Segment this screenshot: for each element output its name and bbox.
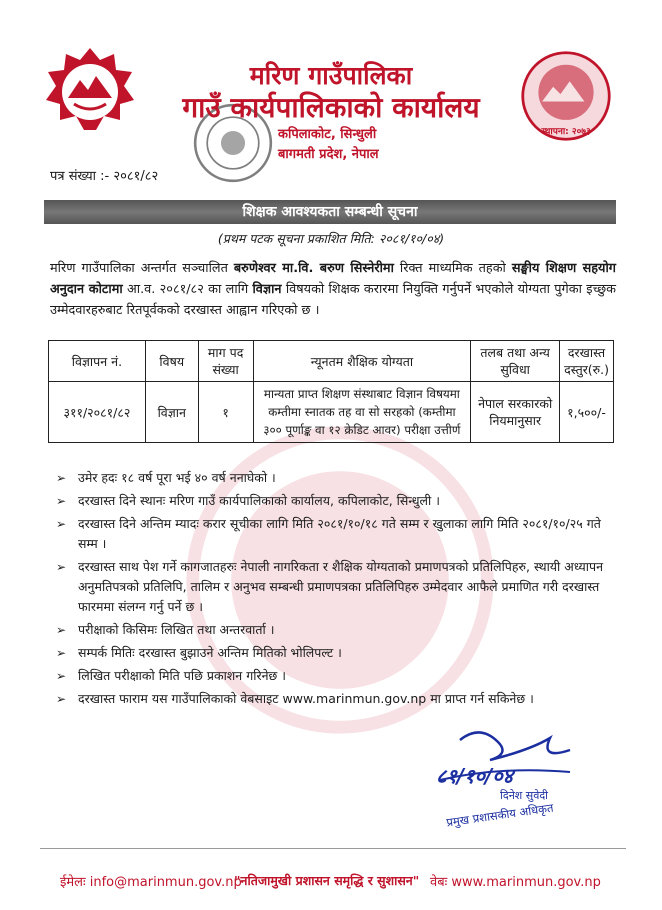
- col-qualification: न्यूनतम शैक्षिक योग्यता: [253, 341, 471, 382]
- office-title: गाउँ कार्यपालिकाको कार्यालय: [182, 91, 480, 124]
- vacancy-table: [48, 340, 614, 443]
- notice-title-banner: [44, 200, 616, 224]
- col-salary: तलब तथा अन्य सुविधा: [471, 341, 560, 382]
- arrow-icon: ➢: [56, 646, 67, 660]
- cell-salary: नेपाल सरकारको नियमानुसार: [471, 382, 560, 443]
- arrow-icon: ➢: [56, 471, 67, 485]
- address-line-2: बागमती प्रदेश, नेपाल: [278, 147, 379, 162]
- table-header-row: [49, 341, 614, 382]
- header-title: मरिण गाउँपालिका: [249, 61, 413, 90]
- intro-subject: विज्ञान: [252, 282, 282, 297]
- list-item-text: दरखास्त दिने स्थानः मरिण गाउँ कार्यपालिकाको कार्यालय, कपिलाकोट, सिन्धुली ।: [78, 493, 440, 508]
- cell-subject: विज्ञान: [145, 382, 198, 443]
- list-item-text: दरखास्त साथ पेश गर्ने कागजातहरुः नेपाली नागरिकता र शैक्षिक योग्यताको प्रमाणपत्रको प्रतिलिपिहरु, स्थायी अध्यापन अनुमतिपत्रको प्रतिलिपि, तालिम र अनुभव सम्बन्धी प्रमाणपत्रका प्रतिलिपिहरु उम्मेदवार आफैले प्रमाणित गरी दरखास्त फारममा संलग्न गर्नु पर्ने छ ।: [78, 559, 604, 614]
- list-item-text: सम्पर्क मितिः दरखास्त बुझाउने अन्तिम मितिको भोलिपल्ट ।: [78, 645, 342, 660]
- arrow-icon: ➢: [56, 669, 67, 683]
- list-item: [56, 689, 616, 709]
- footer-divider: [40, 848, 626, 849]
- address-line-1: कपिलाकोट, सिन्धुली: [278, 127, 377, 142]
- list-item: [56, 643, 616, 663]
- intro-text-1: मरिण गाउँपालिका अन्तर्गत सञ्चालित: [50, 261, 234, 276]
- intro-text-4: विषयको शिक्षक करारमा नियुक्ति गर्नुपर्ने भएकोले योग्यता पुगेका इच्छुक उम्मेदवारहरुबाट रितपूर्वकको दरखास्त आह्वान गरिएको छ ।: [50, 282, 616, 318]
- list-item-text: दरखास्त दिने अन्तिम म्यादः करार सूचीका लागि मिति २०८१/१०/१८ गते सम्म र खुलाका लागि मिति २०८१/१०/२५ गते सम्म ।: [78, 516, 601, 551]
- list-item: [56, 620, 616, 640]
- cell-qualification: मान्यता प्राप्त शिक्षण संस्थाबाट विज्ञान विषयमा कम्तीमा स्नातक तह वा सो सरहको (कम्तीमा ३०० पूर्णाङ्क वा १२ क्रेडिट आवर) परीक्षा उत्तीर्ण: [253, 382, 471, 443]
- cell-fee: १,५००/-: [560, 382, 614, 443]
- list-item-text: दरखास्त फाराम यस गाउँपालिकाको वेबसाइट www.marinmun.gov.np मा प्राप्त गर्न सकिनेछ ।: [78, 691, 534, 706]
- list-item-text: उमेर हदः १८ वर्ष पूरा भई ४० वर्ष ननाघेको ।: [78, 470, 276, 485]
- list-item: [56, 557, 616, 617]
- footer-email: ईमेलः info@marinmun.gov.np: [60, 875, 242, 890]
- footer-slogan: "नतिजामुखी प्रशासन समृद्धि र सुशासन": [234, 873, 420, 888]
- conditions-list: [56, 468, 616, 712]
- col-ad-no: विज्ञापन नं.: [49, 341, 146, 382]
- col-fee: दरखास्त दस्तुर(रु.): [560, 341, 614, 382]
- col-subject: विषय: [145, 341, 198, 382]
- reference-number: पत्र संख्या :- २०८१/८२: [50, 169, 159, 184]
- intro-text-2: रिक्त माध्यमिक तहको: [393, 261, 512, 276]
- intro-text-3: आ.व. २०८१/८२ का लागि: [122, 282, 253, 297]
- list-item-text: परीक्षाको किसिमः लिखित तथा अन्तरवार्ता ।: [78, 622, 275, 637]
- table-row: [49, 382, 614, 443]
- arrow-icon: ➢: [56, 494, 67, 508]
- list-item-text: लिखित परीक्षाको मिति पछि प्रकाशन गरिनेछ ।: [78, 668, 287, 683]
- signatory-designation: प्रमुख प्रशासकीय अधिकृत: [445, 800, 555, 830]
- signatory-name: दिनेश सुवेदी: [500, 789, 549, 802]
- arrow-icon: ➢: [56, 692, 67, 706]
- cell-posts: १: [198, 382, 253, 443]
- col-posts: माग पद संख्या: [198, 341, 253, 382]
- notice-title: शिक्षक आवश्यकता सम्बन्धी सूचना: [242, 204, 418, 220]
- arrow-icon: ➢: [56, 623, 67, 637]
- arrow-icon: ➢: [56, 517, 67, 531]
- list-item: [56, 514, 616, 554]
- cell-ad-no: ३११/२०८१/८२: [49, 382, 146, 443]
- seal-establishment-text: स्थापना: २०७३: [541, 127, 591, 137]
- intro-quota: सङ्घीय शिक्षण सहयोग अनुदान कोटामा: [50, 261, 616, 297]
- list-item: [56, 666, 616, 686]
- intro-school: बरुणेश्वर मा.वि. बरुण सिस्नेरीमा: [233, 261, 394, 276]
- arrow-icon: ➢: [56, 560, 67, 574]
- intro-paragraph: [50, 258, 616, 321]
- footer-website: वेबः www.marinmun.gov.np: [430, 875, 601, 890]
- list-item: [56, 468, 616, 488]
- list-item: [56, 491, 616, 511]
- signature-date: ८१/१०/०४: [436, 764, 514, 788]
- notice-subtitle: (प्रथम पटक सूचना प्रकाशित मिति: २०८१/१०/०४): [217, 231, 445, 246]
